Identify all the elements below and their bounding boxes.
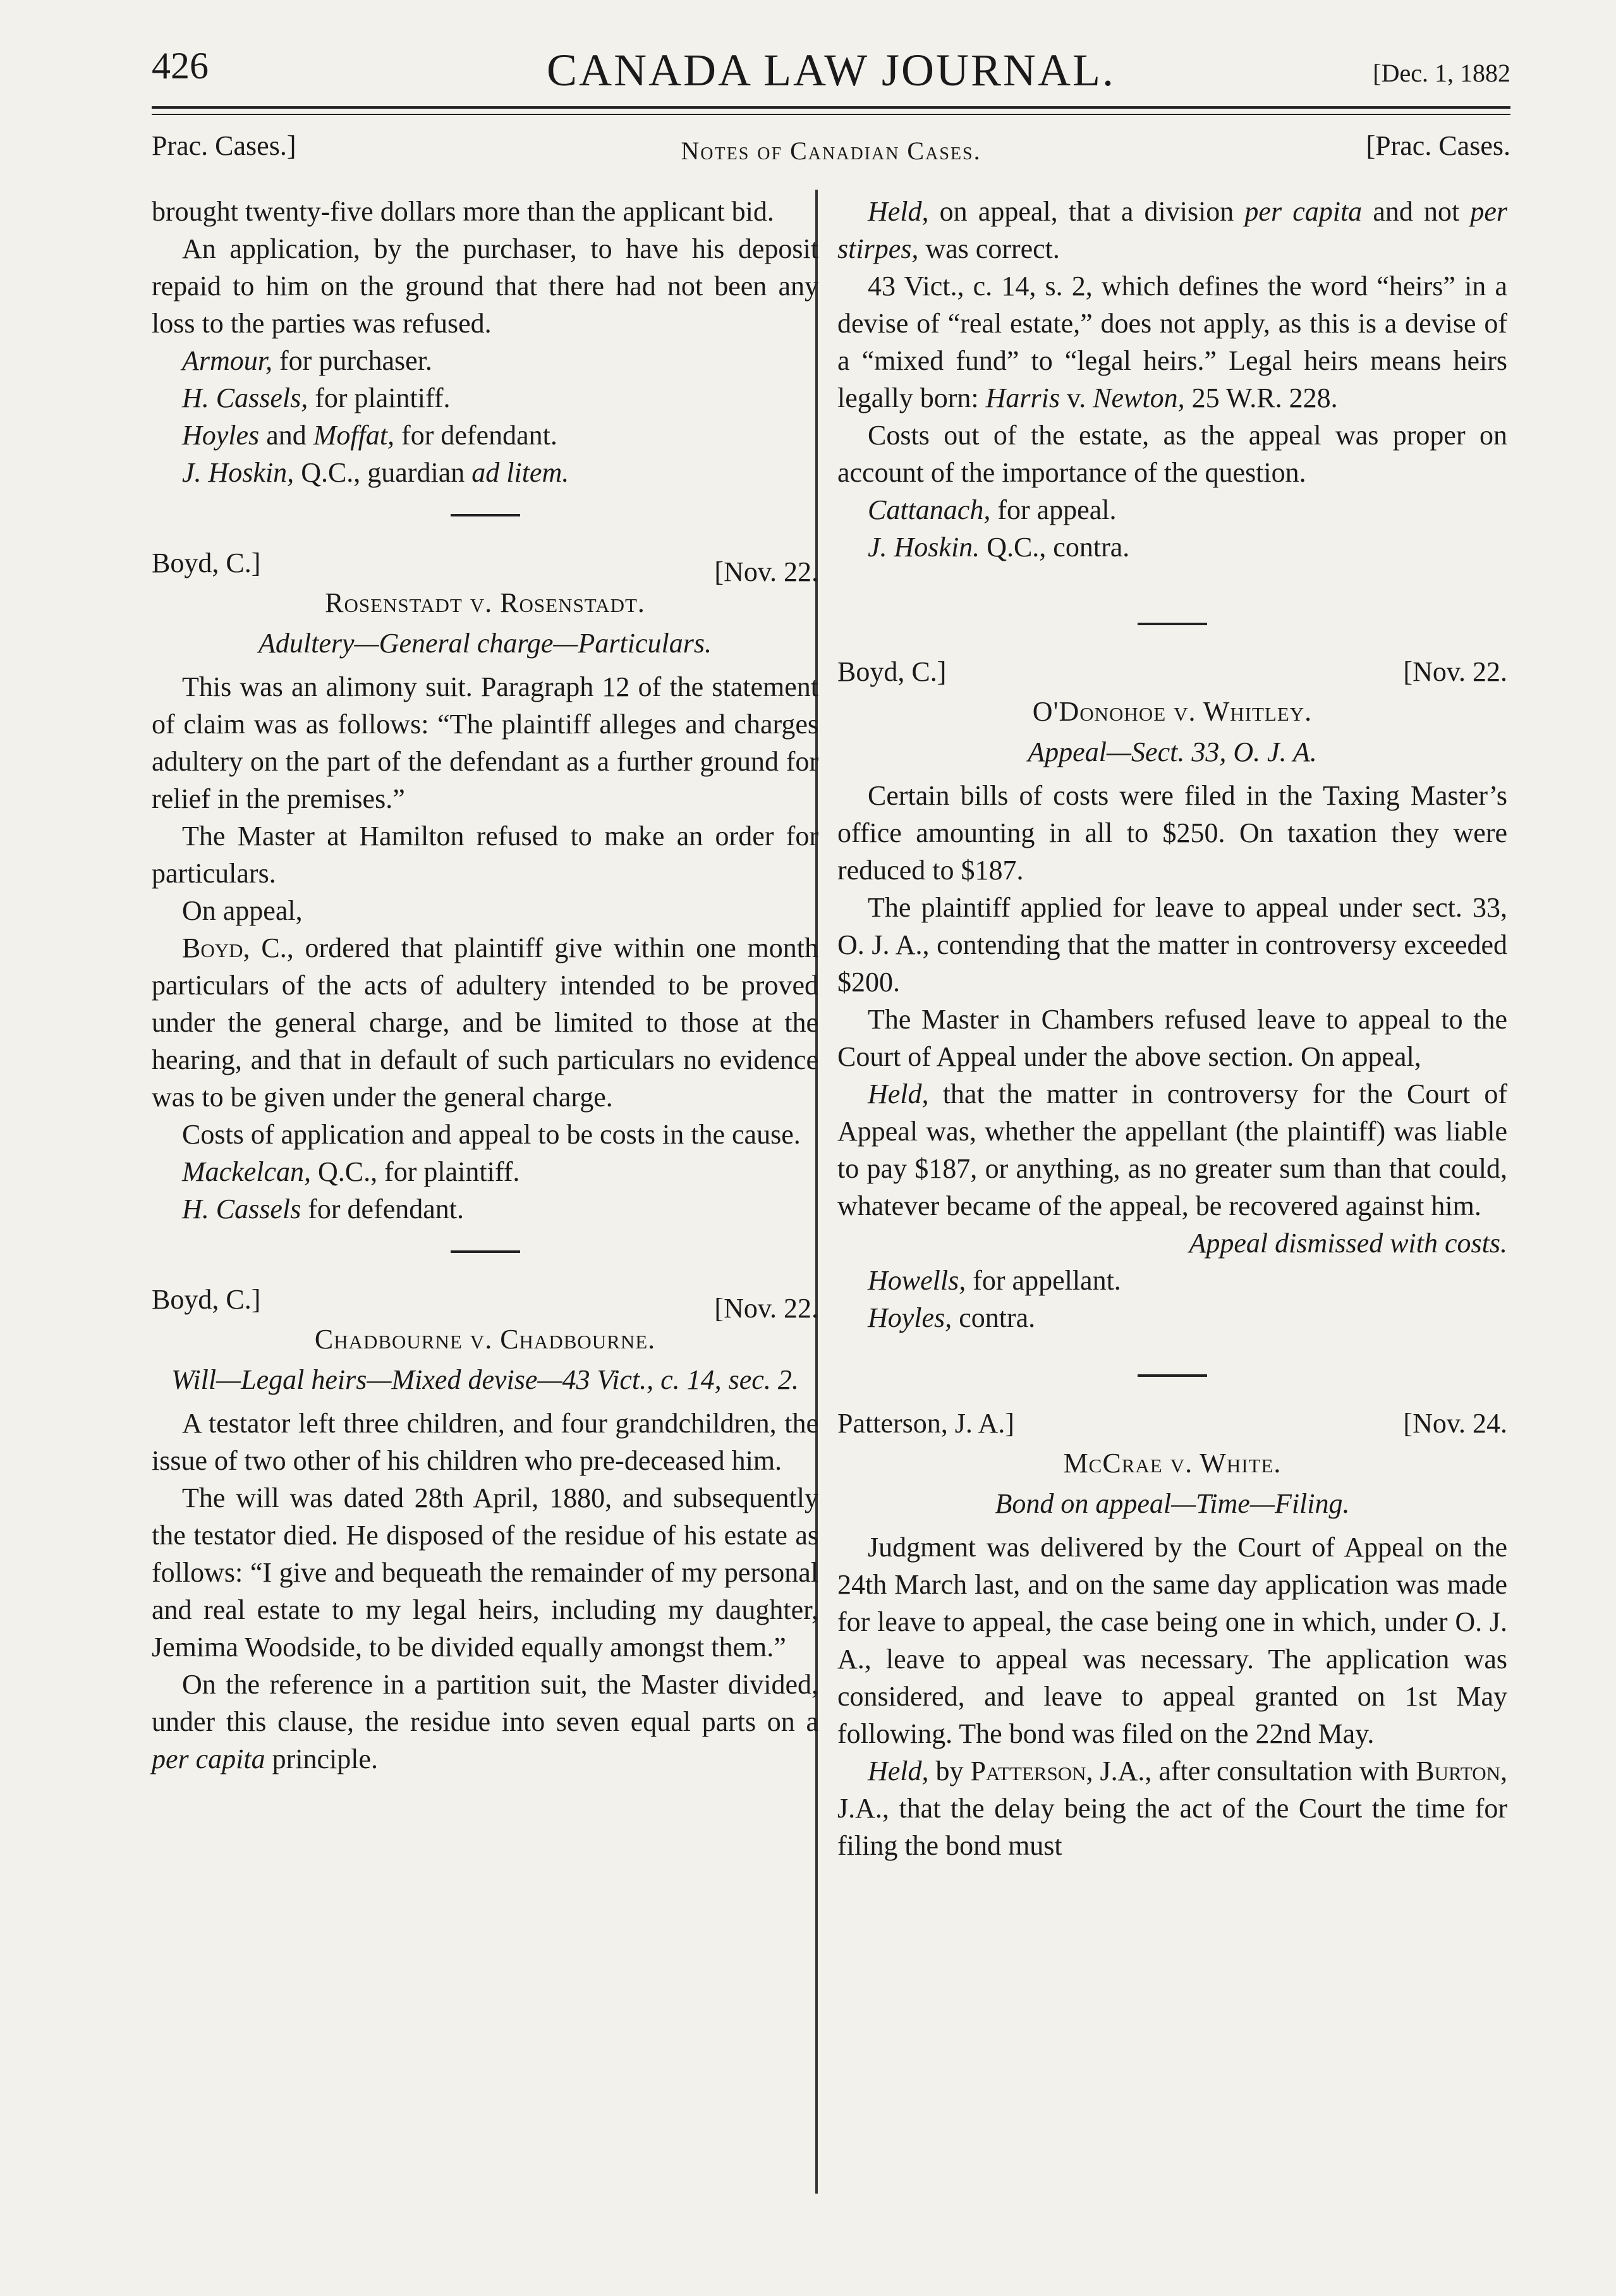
case-judge: Boyd, C.] bbox=[152, 547, 261, 578]
counsel-line: Howells, for appellant. bbox=[868, 1265, 1121, 1296]
case-date: [Nov. 24. bbox=[1403, 1408, 1507, 1439]
right-column bbox=[837, 193, 1507, 1864]
case-title: O'Donohoe v. Whitley. bbox=[1032, 696, 1313, 727]
paragraph: Held, that the matter in controversy for the Court of Appeal was, whether the appellant (the plaintiff) was liable to pay $187, or anything, as no greater sum than that could, whatever became of the appeal, be recovered against him. bbox=[837, 1078, 1507, 1221]
paragraph: This was an alimony suit. Paragraph 12 of the statement of claim was as follows: “The plaintiff alleges and charges adultery on the part of the defendant as a further ground for relief in the premises.” bbox=[152, 671, 818, 814]
case-title: Chadbourne v. Chadbourne. bbox=[314, 1324, 656, 1355]
left-column bbox=[152, 193, 818, 1778]
counsel-line: Hoyles and Moffat, for defendant. bbox=[182, 420, 557, 451]
case-title: Rosenstadt v. Rosenstadt. bbox=[325, 587, 645, 618]
case-header bbox=[837, 653, 1507, 690]
counsel-line: H. Cassels, for plaintiff. bbox=[182, 382, 451, 413]
case-separator bbox=[1138, 1374, 1207, 1377]
case-judge: Boyd, C.] bbox=[152, 1284, 261, 1315]
case-separator bbox=[451, 514, 520, 516]
paragraph: A testator left three children, and four grandchildren, the issue of two other of his children who pre-deceased him. bbox=[152, 1408, 818, 1476]
issue-date: [Dec. 1, 1882 bbox=[1373, 59, 1510, 87]
section-header bbox=[152, 130, 1510, 168]
counsel-line: Mackelcan, Q.C., for plaintiff. bbox=[182, 1156, 520, 1187]
case-header bbox=[152, 1281, 818, 1324]
counsel-line: Cattanach, for appeal. bbox=[868, 494, 1117, 525]
paragraph: The will was dated 28th April, 1880, and subsequently the testator died. He disposed of the residue of his estate as follows: “I give and bequeath the remainder of my personal and real estate to my legal heirs, including my daughter, Jemima Woodside, to be divided equally amongst them.” bbox=[152, 1482, 818, 1663]
case-topic: Will—Legal heirs—Mixed devise—43 Vict., c. 14, sec. 2. bbox=[171, 1364, 799, 1395]
paragraph: Costs out of the estate, as the appeal was proper on account of the importance of the question. bbox=[837, 420, 1507, 488]
page-header bbox=[152, 44, 1510, 101]
paragraph: The Master in Chambers refused leave to appeal to the Court of Appeal under the above section. On appeal, bbox=[837, 1004, 1507, 1072]
case-judge: Patterson, J. A.] bbox=[837, 1408, 1014, 1439]
header-rule-bottom bbox=[152, 114, 1510, 115]
case-topic: Bond on appeal—Time—Filing. bbox=[995, 1488, 1350, 1519]
case-topic: Adultery—General charge—Particulars. bbox=[258, 628, 712, 659]
counsel-line: J. Hoskin, Q.C., guardian ad litem. bbox=[182, 457, 569, 488]
case-judge: Boyd, C.] bbox=[837, 656, 947, 687]
page-number: 426 bbox=[152, 45, 209, 87]
paragraph: Costs of application and appeal to be costs in the cause. bbox=[182, 1119, 801, 1150]
journal-title: CANADA LAW JOURNAL. bbox=[547, 45, 1115, 95]
section-title: Notes of Canadian Cases. bbox=[681, 137, 981, 165]
paragraph: brought twenty-five dollars more than the applicant bid. bbox=[152, 196, 774, 227]
paragraph: An application, by the purchaser, to have his deposit repaid to him on the ground that there had not been any loss to the parties was refused. bbox=[152, 233, 818, 339]
paragraph: Judgment was delivered by the Court of Appeal on the 24th March last, and on the same day application was made for leave to appeal, the case being one in which, under O. J. A., leave to appeal was necessary. The application was considered, and leave to appeal granted on 1st May following. The bond was filed on the 22nd May. bbox=[837, 1532, 1507, 1749]
header-rule-top bbox=[152, 106, 1510, 109]
counsel-line: Hoyles, contra. bbox=[868, 1302, 1036, 1333]
paragraph: On the reference in a partition suit, the Master divided, under this clause, the residue into seven equal parts on a per capita principle. bbox=[152, 1669, 818, 1774]
case-date: [Nov. 22. bbox=[714, 1293, 818, 1324]
right-section-tag: [Prac. Cases. bbox=[1366, 130, 1510, 161]
case-result: Appeal dismissed with costs. bbox=[1189, 1228, 1507, 1259]
case-separator bbox=[451, 1250, 520, 1253]
paragraph: The Master at Hamilton refused to make an order for particulars. bbox=[152, 821, 818, 889]
paragraph: On appeal, bbox=[182, 895, 303, 926]
case-date: [Nov. 22. bbox=[714, 556, 818, 587]
paragraph: Certain bills of costs were filed in the Taxing Master’s office amounting in all to $250. On taxation they were reduced to $187. bbox=[837, 780, 1507, 886]
counsel-line: Armour, for purchaser. bbox=[182, 345, 432, 376]
case-date: [Nov. 22. bbox=[1403, 656, 1507, 687]
case-topic: Appeal—Sect. 33, O. J. A. bbox=[1028, 736, 1317, 767]
paragraph: Held, by Patterson, J.A., after consultation with Burton, J.A., that the delay being the act of the Court the time for filing the bond must bbox=[837, 1756, 1507, 1861]
case-header bbox=[837, 1405, 1507, 1442]
paragraph: The plaintiff applied for leave to appeal under sect. 33, O. J. A., contending that the matter in controversy exceeded $200. bbox=[837, 892, 1507, 998]
counsel-line: H. Cassels for defendant. bbox=[182, 1194, 465, 1224]
case-separator bbox=[1138, 623, 1207, 625]
case-header bbox=[152, 544, 818, 587]
paragraph: Boyd, C., ordered that plaintiff give within one month particulars of the acts of adultery intended to be proved under the general charge, and be limited to those at the hearing, and that in default of such particulars no evidence was to be given under the general charge. bbox=[152, 932, 819, 1113]
left-section-tag: Prac. Cases.] bbox=[152, 130, 296, 161]
case-title: McCrae v. White. bbox=[1063, 1448, 1282, 1479]
paragraph: Held, on appeal, that a division per capita and not per stirpes, was correct. bbox=[837, 196, 1507, 264]
paragraph: 43 Vict., c. 14, s. 2, which defines the word “heirs” in a devise of “real estate,” does not apply, as this is a devise of a “mixed fund” to “legal heirs.” Legal heirs means heirs legally born: Harris v. Newton, 25 W.R. 228. bbox=[837, 271, 1507, 413]
counsel-line: J. Hoskin. Q.C., contra. bbox=[868, 532, 1130, 563]
